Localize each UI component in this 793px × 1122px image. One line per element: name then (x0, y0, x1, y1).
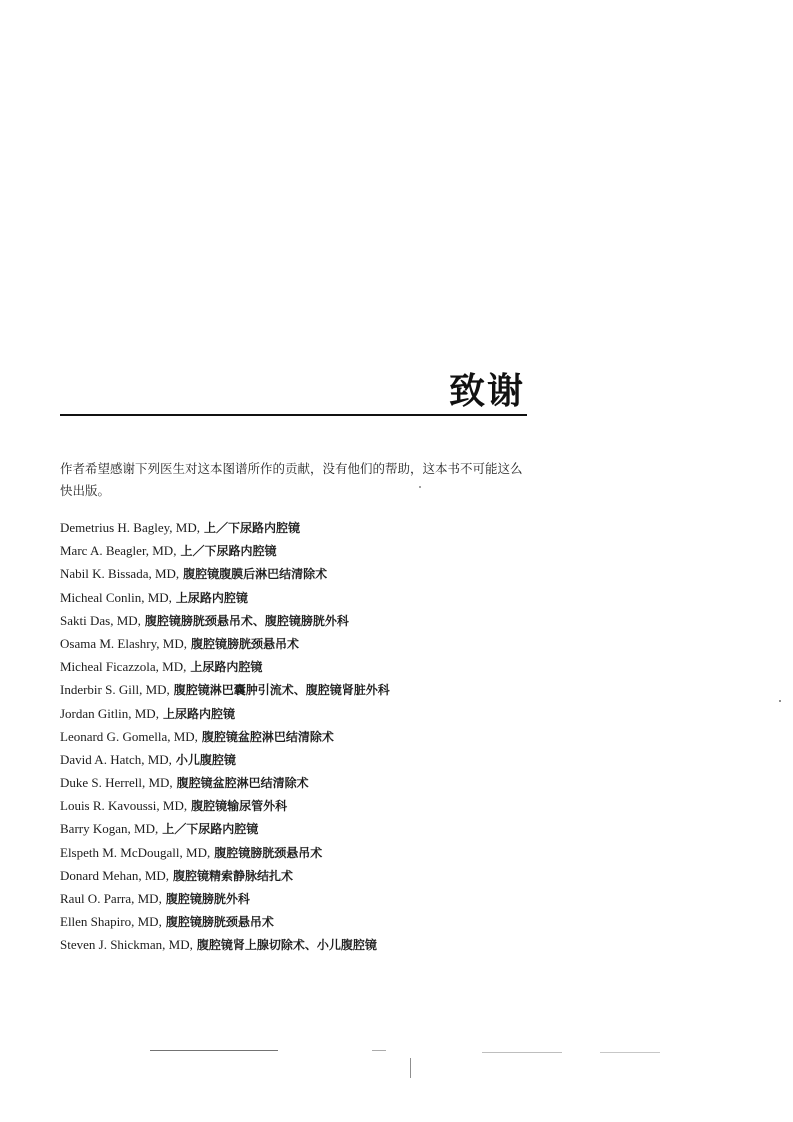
contributor-name: Sakti Das, MD, (60, 612, 141, 628)
contributor-topic: 腹腔镜肾上腺切除术、小儿腹腔镜 (196, 938, 377, 953)
contributor-topic: 腹腔镜腹膜后淋巴结清除术 (183, 567, 328, 582)
contributor-item (60, 725, 580, 748)
contributor-topic: 腹腔镜膀胱外科 (165, 892, 250, 906)
intro-text: 作者希望感谢下列医生对这本图谱所作的贡献，没有他们的帮助，这本书不可能这么快出版。 (60, 461, 523, 498)
contributor-topic: 腹腔镜膀胱颈悬吊术 (165, 915, 274, 930)
contributor-item (60, 655, 580, 678)
contributor-topic: 腹腔镜输尿管外科 (191, 799, 288, 814)
contributor-item (60, 748, 580, 771)
contributor-item (60, 910, 580, 933)
contributor-list (60, 516, 580, 957)
contributor-topic: 腹腔镜盆腔淋巴结清除术 (176, 776, 309, 791)
contributor-item (60, 609, 580, 632)
contributor-name: Elspeth M. McDougall, MD, (60, 844, 211, 860)
contributor-name: Barry Kogan, MD, (60, 821, 159, 837)
scan-artifact-dot (779, 700, 781, 702)
contributor-topic: 腹腔镜膀胱颈悬吊术 (214, 845, 323, 860)
scan-artifact-line (600, 1052, 660, 1053)
contributor-name: Donard Mehan, MD, (60, 867, 170, 883)
contributor-item (60, 632, 580, 655)
contributor-item (60, 678, 580, 701)
contributor-topic: 腹腔镜盆腔淋巴结清除术 (201, 729, 334, 744)
scan-artifact-line (150, 1050, 278, 1051)
contributor-topic: 腹腔镜淋巴囊肿引流术、腹腔镜肾脏外科 (173, 683, 390, 698)
contributor-name: Steven J. Shickman, MD, (60, 937, 193, 953)
contributor-topic: 上尿路内腔镜 (175, 590, 248, 605)
contributor-name: David A. Hatch, MD, (60, 751, 172, 767)
contributor-item (60, 794, 580, 817)
contributor-topic: 腹腔镜精索静脉结扎术 (173, 868, 294, 883)
contributor-topic: 上／下尿路内腔镜 (180, 544, 277, 559)
page-title: 致谢 (448, 371, 525, 413)
contributor-name: Marc A. Beagler, MD, (60, 543, 177, 559)
contributor-item (60, 841, 580, 864)
contributor-item (60, 702, 580, 725)
contributor-topic: 上／下尿路内腔镜 (162, 822, 259, 837)
contributor-item (60, 887, 580, 910)
contributor-topic: 上尿路内腔镜 (162, 706, 235, 721)
contributor-item (60, 933, 580, 956)
contributor-name: Nabil K. Bissada, MD, (60, 566, 180, 582)
scan-artifact-line (482, 1052, 562, 1053)
contributor-name: Micheal Conlin, MD, (60, 589, 172, 605)
scan-artifact-tick (410, 1058, 411, 1078)
contributor-name: Demetrius H. Bagley, MD, (60, 520, 200, 535)
contributor-item (60, 539, 580, 562)
contributor-item (60, 771, 580, 794)
scan-artifact-line (372, 1050, 386, 1051)
contributor-name: Jordan Gitlin, MD, (60, 705, 159, 721)
contributor-name: Louis R. Kavoussi, MD, (60, 798, 188, 814)
contributor-name: Duke S. Herrell, MD, (60, 775, 173, 791)
scan-artifact-dot (419, 486, 421, 488)
contributor-name: Inderbir S. Gill, MD, (60, 682, 170, 698)
contributor-item (60, 516, 580, 539)
intro-paragraph (60, 458, 530, 502)
contributor-item (60, 586, 580, 609)
contributor-name: Micheal Ficazzola, MD, (60, 659, 187, 675)
contributor-name: Leonard G. Gomella, MD, (60, 728, 198, 744)
contributor-name: Ellen Shapiro, MD, (60, 914, 162, 930)
contributor-topic: 腹腔镜膀胱颈悬吊术 (190, 636, 299, 651)
contributor-topic: 小儿腹腔镜 (175, 752, 236, 767)
contributor-item (60, 864, 580, 887)
contributor-topic: 上尿路内腔镜 (190, 660, 263, 675)
contributor-name: Osama M. Elashry, MD, (60, 635, 187, 651)
contributor-topic: 腹腔镜膀胱颈悬吊术、腹腔镜膀胱外科 (144, 613, 349, 628)
contributor-name: Raul O. Parra, MD, (60, 891, 162, 906)
contributor-topic: 上／下尿路内腔镜 (203, 521, 300, 535)
contributor-item (60, 817, 580, 840)
contributor-item (60, 562, 580, 585)
title-rule (60, 414, 527, 416)
